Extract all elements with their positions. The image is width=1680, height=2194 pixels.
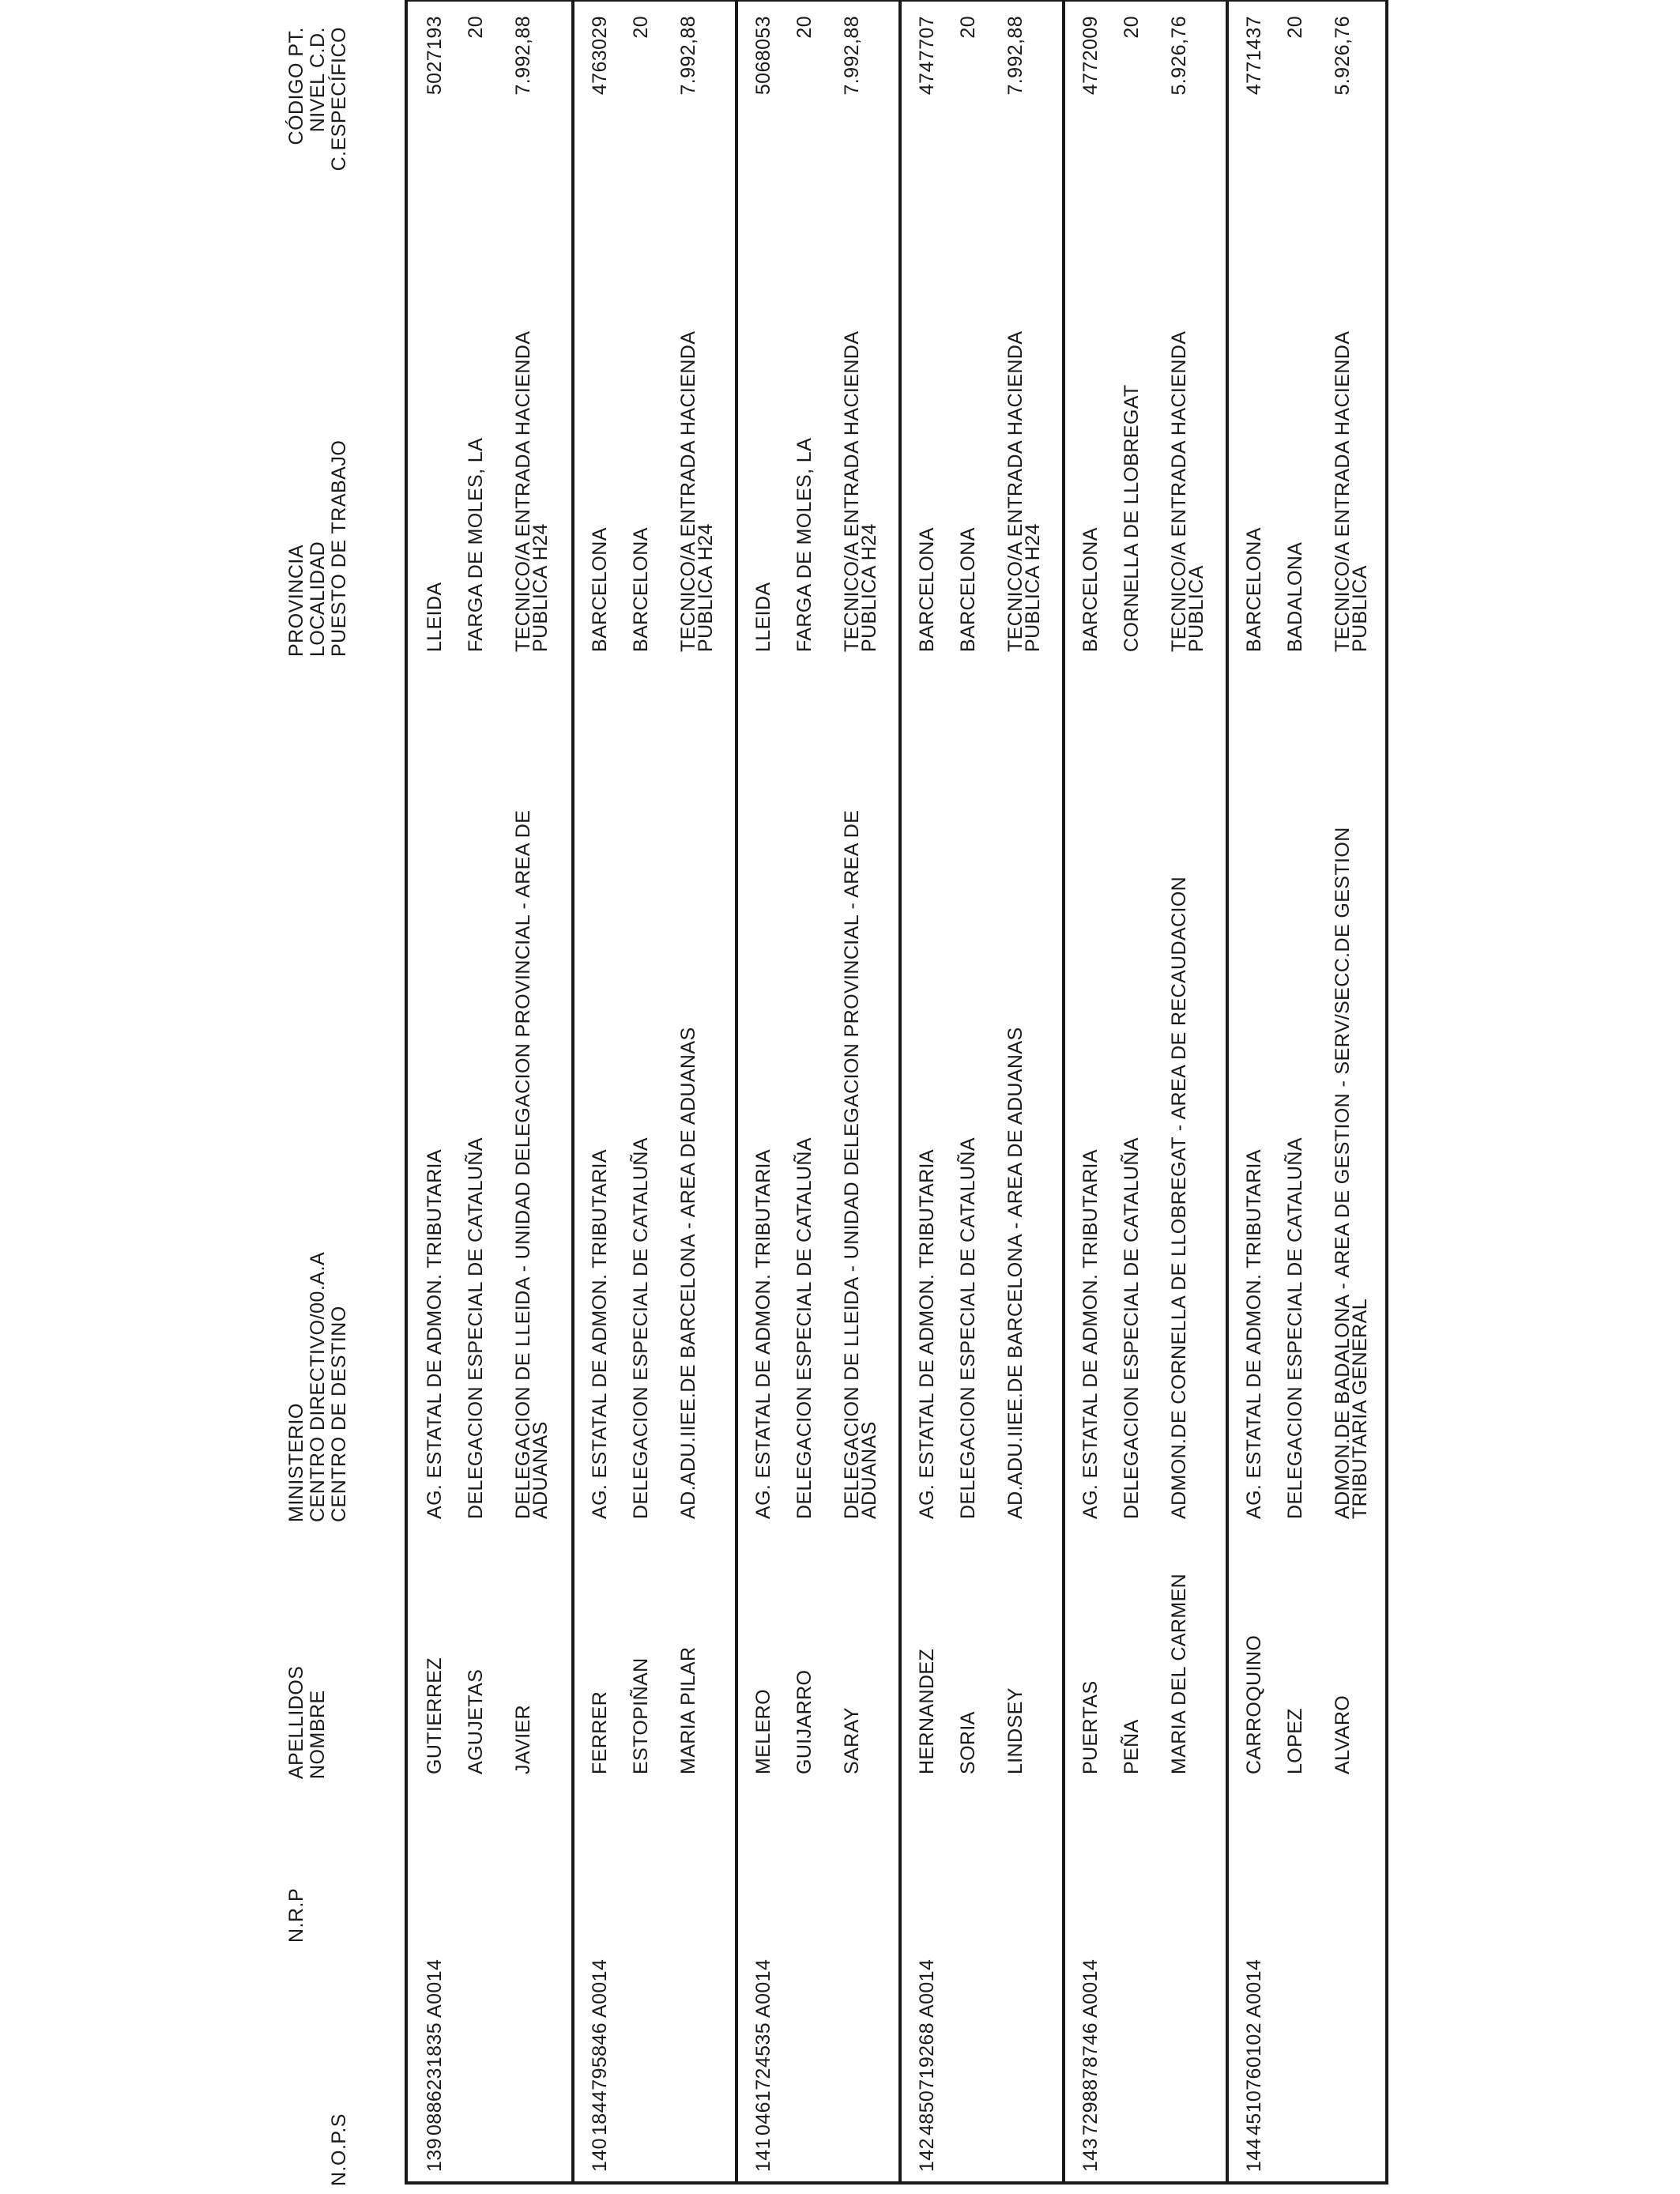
centro-directivo: DELEGACION ESPECIAL DE CATALUÑA: [465, 1137, 487, 1519]
nrp: 4510760102 A0014: [1243, 1958, 1265, 2136]
nivel-cd: 20: [1284, 16, 1306, 39]
localidad: CORNELLA DE LLOBREGAT: [1121, 384, 1143, 652]
nivel-cd: 20: [957, 16, 979, 39]
nops: 140: [589, 2138, 611, 2172]
header-apellidos: [286, 1666, 329, 1779]
nops: 143: [1079, 2138, 1102, 2172]
puesto-line2: PUBLICA H24: [529, 523, 552, 652]
localidad: FARGA DE MOLES, LA: [465, 437, 487, 652]
record-row: [1062, 2, 1226, 2181]
c-especifico: 7.992,88: [1004, 16, 1026, 96]
ministerio: AG. ESTATAL DE ADMON. TRIBUTARIA: [1243, 1149, 1265, 1519]
header-provincia: [286, 440, 350, 657]
record-row: [735, 2, 898, 2181]
nops: 144: [1243, 2138, 1265, 2172]
nombre: JAVIER: [512, 1704, 534, 1774]
puesto-line1: TECNICO/A ENTRADA HACIENDA: [1332, 330, 1354, 652]
centro-destino-line2: ADUANAS: [858, 1421, 880, 1519]
centro-destino-line2: ADUANAS: [529, 1421, 552, 1519]
nombre: MARIA DEL CARMEN: [1168, 1573, 1190, 1774]
codigo-pt: 4771437: [1243, 16, 1265, 96]
provincia: LLEIDA: [424, 582, 446, 652]
puesto-line2: PUBLICA H24: [858, 523, 880, 652]
table-header: [286, 0, 405, 2194]
nops: 139: [424, 2138, 446, 2172]
ministerio: AG. ESTATAL DE ADMON. TRIBUTARIA: [916, 1149, 938, 1519]
record-row: [898, 2, 1062, 2181]
ministerio: AG. ESTATAL DE ADMON. TRIBUTARIA: [589, 1149, 611, 1519]
codigo-pt: 5068053: [752, 16, 774, 96]
nops: 142: [916, 2138, 938, 2172]
apellido1: PUERTAS: [1079, 1680, 1102, 1774]
centro-destino-line1: DELEGACION DE LLEIDA - UNIDAD DELEGACION PROVINCIAL - AREA DE: [512, 809, 534, 1519]
apellido1: GUTIERREZ: [424, 1657, 446, 1774]
ministerio: AG. ESTATAL DE ADMON. TRIBUTARIA: [752, 1149, 774, 1519]
centro-destino-line2: TRIBUTARIA GENERAL: [1349, 1298, 1371, 1519]
centro-directivo: DELEGACION ESPECIAL DE CATALUÑA: [1284, 1137, 1306, 1519]
provincia: BARCELONA: [916, 527, 938, 652]
nivel-cd: 20: [793, 16, 816, 39]
centro-destino-line1: ADMON.DE CORNELLA DE LLOBREGAT - AREA DE RECAUDACION: [1168, 876, 1190, 1519]
record-row: [571, 2, 735, 2181]
header-provincia-label: PROVINCIA: [285, 544, 307, 657]
header-ministerio: [286, 1252, 350, 1522]
codigo-pt: 5027193: [424, 16, 446, 96]
records-table: [405, 0, 1388, 2185]
c-especifico: 5.926,76: [1332, 16, 1354, 96]
apellido2: GUIJARRO: [793, 1669, 816, 1774]
header-nombre-label: NOMBRE: [307, 1690, 329, 1779]
centro-destino-line1: AD.ADU.IIEE.DE BARCELONA - AREA DE ADUANAS: [677, 1027, 699, 1519]
nombre: MARIA PILAR: [677, 1646, 699, 1774]
apellido2: PEÑA: [1121, 1719, 1143, 1774]
header-nrp-label: N.R.P: [285, 1887, 307, 1943]
header-ministerio-label: MINISTERIO: [285, 1403, 307, 1522]
header-centro-destino-label: CENTRO DE DESTINO: [328, 1306, 350, 1522]
centro-directivo: DELEGACION ESPECIAL DE CATALUÑA: [1121, 1137, 1143, 1519]
nombre: SARAY: [841, 1707, 863, 1774]
apellido2: AGUJETAS: [465, 1668, 487, 1774]
apellido2: ESTOPIÑAN: [630, 1657, 652, 1774]
centro-directivo: DELEGACION ESPECIAL DE CATALUÑA: [957, 1137, 979, 1519]
codigo-pt: 4763029: [589, 16, 611, 96]
nrp: 4850719268 A0014: [916, 1958, 938, 2136]
header-apellidos-label: APELLIDOS: [285, 1665, 307, 1779]
ministerio: AG. ESTATAL DE ADMON. TRIBUTARIA: [424, 1149, 446, 1519]
codigo-pt: 4747707: [916, 16, 938, 96]
nrp: 7298878746 A0014: [1079, 1958, 1102, 2136]
centro-destino-line1: DELEGACION DE LLEIDA - UNIDAD DELEGACION PROVINCIAL - AREA DE: [841, 809, 863, 1519]
puesto-line2: PUBLICA H24: [695, 523, 717, 652]
nrp: 1844795846 A0014: [589, 1958, 611, 2136]
provincia: BARCELONA: [589, 527, 611, 652]
nivel-cd: 20: [630, 16, 652, 39]
nivel-cd: 20: [1121, 16, 1143, 39]
provincia: BARCELONA: [1079, 527, 1102, 652]
header-nrp: [286, 1888, 307, 1943]
record-row: [1226, 2, 1389, 2181]
localidad: FARGA DE MOLES, LA: [793, 437, 816, 652]
c-especifico: 7.992,88: [512, 16, 534, 96]
apellido1: FERRER: [589, 1691, 611, 1774]
header-nivel-cd-label: NIVEL C.D.: [307, 27, 329, 133]
apellido1: CARROQUINO: [1243, 1634, 1265, 1774]
puesto-line1: TECNICO/A ENTRADA HACIENDA: [677, 330, 699, 652]
localidad: BADALONA: [1284, 541, 1306, 652]
nombre: ALVARO: [1332, 1695, 1354, 1774]
puesto-line2: PUBLICA H24: [1022, 523, 1044, 652]
ministerio: AG. ESTATAL DE ADMON. TRIBUTARIA: [1079, 1149, 1102, 1519]
c-especifico: 7.992,88: [841, 16, 863, 96]
centro-destino-line1: AD.ADU.IIEE.DE BARCELONA - AREA DE ADUANAS: [1004, 1027, 1026, 1519]
record-row: [408, 2, 571, 2181]
apellido1: HERNANDEZ: [916, 1648, 938, 1774]
nrp: 0461724535 A0014: [752, 1958, 774, 2136]
header-codigo-pt-label: CÓDIGO PT.: [285, 27, 307, 145]
header-codigo: [286, 27, 350, 193]
header-puesto-label: PUESTO DE TRABAJO: [328, 439, 350, 657]
nombre: LINDSEY: [1004, 1687, 1026, 1774]
centro-directivo: DELEGACION ESPECIAL DE CATALUÑA: [630, 1137, 652, 1519]
header-localidad-label: LOCALIDAD: [307, 541, 329, 657]
provincia: LLEIDA: [752, 582, 774, 652]
apellido1: MELERO: [752, 1689, 774, 1774]
puesto-line1: TECNICO/A ENTRADA HACIENDA: [1168, 330, 1190, 652]
apellido2: LOPEZ: [1284, 1708, 1306, 1774]
localidad: BARCELONA: [957, 527, 979, 652]
header-nops-label: N.O.P.S: [328, 2113, 350, 2186]
header-nops: [286, 2113, 350, 2186]
provincia: BARCELONA: [1243, 527, 1265, 652]
centro-destino-line1: ADMON.DE BADALONA - AREA DE GESTION - SERV/SECC.DE GESTION: [1332, 827, 1354, 1519]
nivel-cd: 20: [465, 16, 487, 39]
puesto-line2: PUBLICA: [1185, 565, 1207, 652]
puesto-line1: TECNICO/A ENTRADA HACIENDA: [841, 330, 863, 652]
c-especifico: 5.926,76: [1168, 16, 1190, 96]
centro-directivo: DELEGACION ESPECIAL DE CATALUÑA: [793, 1137, 816, 1519]
puesto-line1: TECNICO/A ENTRADA HACIENDA: [1004, 330, 1026, 652]
nops: 141: [752, 2138, 774, 2172]
puesto-line2: PUBLICA: [1349, 565, 1371, 652]
puesto-line1: TECNICO/A ENTRADA HACIENDA: [512, 330, 534, 652]
codigo-pt: 4772009: [1079, 16, 1102, 96]
c-especifico: 7.992,88: [677, 16, 699, 96]
localidad: BARCELONA: [630, 527, 652, 652]
apellido2: SORIA: [957, 1711, 979, 1774]
header-centro-directivo-label: CENTRO DIRECTIVO/00.A.A: [307, 1251, 329, 1522]
header-c-especifico-label: C.ESPECÍFICO: [328, 27, 350, 172]
nrp: 0886231835 A0014: [424, 1958, 446, 2136]
